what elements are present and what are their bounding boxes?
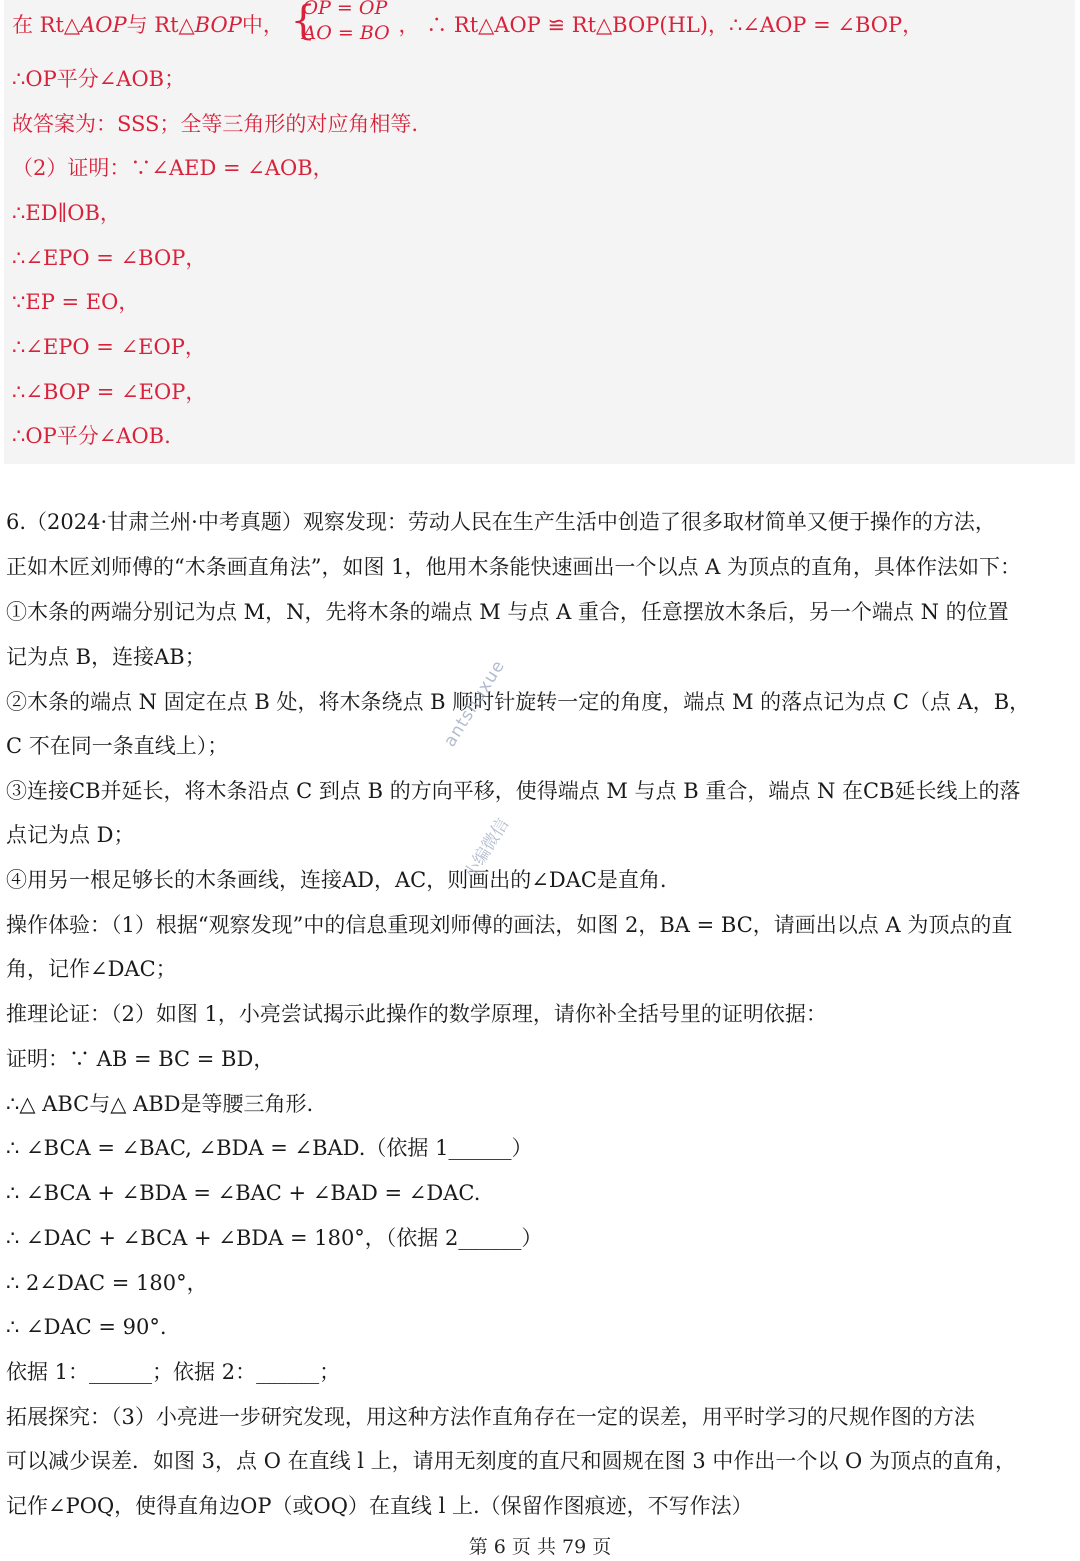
solution-line: ∵EP = EO，: [12, 290, 140, 314]
solution-line: ∴OP平分∠AOB；: [12, 67, 186, 91]
question-line: 6.（2024·甘肃兰州·中考真题）观察发现：劳动人民在生产生活中创造了很多取材简单又便于操作的方法，: [6, 510, 996, 534]
solution-line: 故答案为：SSS；全等三角形的对应角相等.: [12, 112, 419, 136]
question-line: ③连接CB并延长，将木条沿点 C 到点 B 的方向平移，使得端点 M 与点 B 重合，端点 N 在CB延长线上的落: [6, 779, 1021, 803]
solution-line-hl: [12, 0, 924, 44]
watermark-latin: antshuxue: [440, 656, 510, 751]
question-line: ②木条的端点 N 固定在点 B 处，将木条绕点 B 顺时针旋转一定的角度，端点 M 的落点记为点 C（点 A，B，: [6, 690, 1031, 714]
solution-line: ∴OP平分∠AOB.: [12, 424, 171, 448]
solution-text: ，: [398, 13, 420, 37]
solution-line: ∴∠BOP = ∠EOP，: [12, 380, 207, 404]
solution-conclusion: ∴ Rt△AOP ≌ Rt△BOP(HL)，∴∠AOP = ∠BOP，: [426, 13, 924, 37]
question-line: 记为点 B，连接AB；: [6, 645, 206, 669]
question-line: ∴ 2∠DAC = 180°，: [6, 1271, 208, 1295]
question-line: 操作体验：（1）根据“观察发现”中的信息重现刘师傅的画法，如图 2，BA = BC，请画出以点 A 为顶点的直: [6, 913, 1013, 937]
question-line: 可以减少误差．如图 3，点 O 在直线 l 上，请用无刻度的直尺和圆规在图 3 中作出一个以 O 为顶点的直角，: [6, 1449, 1016, 1473]
question-line: 证明：∵ AB = BC = BD，: [6, 1047, 275, 1071]
question-line: ∴ ∠DAC = 90°.: [6, 1315, 167, 1339]
equation-row: OP = OP: [302, 0, 388, 19]
question-line: ①木条的两端分别记为点 M，N，先将木条的端点 M 与点 A 重合，任意摆放木条后，另一个端点 N 的位置: [6, 600, 1009, 624]
question-line: ∴ ∠DAC + ∠BCA + ∠BDA = 180°，（依据 2______）: [6, 1226, 543, 1250]
watermark-cn: 小编微信: [460, 814, 514, 884]
question-line: 拓展探究：（3）小亮进一步研究发现，用这种方法作直角存在一定的误差，用平时学习的尺规作图的方法: [6, 1405, 975, 1429]
left-brace-icon: {: [290, 0, 316, 44]
question-line: 依据 1：______；依据 2：______；: [6, 1360, 341, 1384]
question-line: 正如木匠刘师傅的“木条画直角法”，如图 1，他用木条能快速画出一个以点 A 为顶点的直角，具体作法如下：: [6, 555, 1022, 579]
question-line: ∴ ∠BCA + ∠BDA = ∠BAC + ∠BAD = ∠DAC.: [6, 1181, 481, 1205]
equation-system: [291, 1, 399, 45]
solution-text: 中，: [241, 13, 284, 37]
page-number-footer: 第 6 页 共 79 页: [468, 1536, 612, 1558]
question-line: 推理论证：（2）如图 1，小亮尝试揭示此操作的数学原理，请你补全括号里的证明依据：: [6, 1002, 827, 1026]
question-line: 角，记作∠DAC；: [6, 957, 177, 981]
question-line: C 不在同一条直线上）；: [6, 734, 229, 758]
question-line: ④用另一根足够长的木条画线，连接AD，AC，则画出的∠DAC是直角.: [6, 868, 667, 892]
math-triangle-name: BOP: [194, 13, 242, 37]
math-triangle-name: AOP: [80, 13, 127, 37]
solution-line: ∴∠EPO = ∠EOP，: [12, 335, 206, 359]
solution-line: ∴ED∥OB，: [12, 201, 121, 225]
question-line: ∴ ∠BCA = ∠BAC, ∠BDA = ∠BAD.（依据 1______）: [6, 1136, 533, 1160]
question-line: 点记为点 D；: [6, 823, 135, 847]
question-line: 记作∠POQ，使得直角边OP（或OQ）在直线 l 上.（保留作图痕迹，不写作法）: [6, 1494, 753, 1518]
solution-box: [4, 0, 1075, 464]
solution-line: （2）证明：∵∠AED = ∠AOB，: [12, 156, 334, 180]
solution-line: ∴∠EPO = ∠BOP，: [12, 246, 207, 270]
solution-text: 与 Rt△: [126, 13, 195, 37]
question-line: ∴△ ABC与△ ABD是等腰三角形.: [6, 1092, 314, 1116]
equation-row: AO = BO: [302, 21, 390, 44]
solution-text: 在 Rt△: [12, 13, 81, 37]
